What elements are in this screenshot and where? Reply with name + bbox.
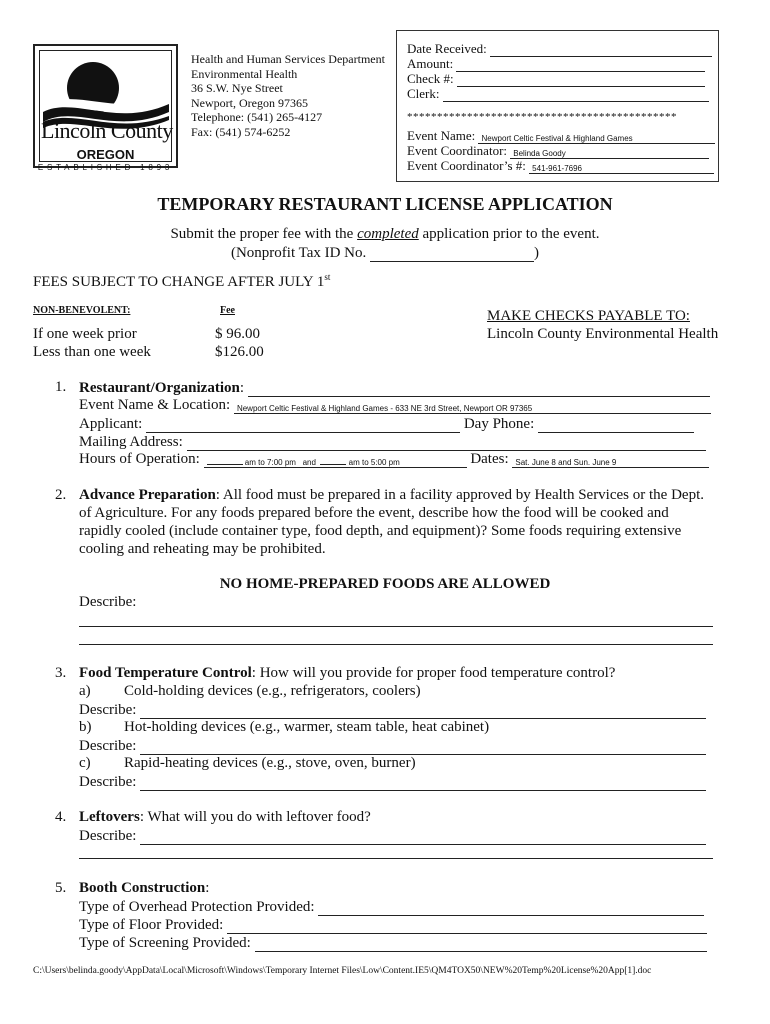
floor-label: Type of Floor Provided: [79,917,224,933]
checks-payee: Lincoln County Environmental Health [487,326,719,342]
event-name-field[interactable]: Newport Celtic Festival & Highland Games [478,134,715,144]
event-name-row [407,128,715,144]
booth-colon: : [205,880,210,896]
clerk-field[interactable] [443,85,709,102]
booth-heading-row [79,880,209,897]
event-location-row [79,397,711,414]
leftovers-question: : What will you do with leftover food? [139,809,371,825]
screening-field[interactable] [255,934,707,952]
dates-label: Dates: [470,451,509,467]
star-divider: ********************************************* [407,111,677,123]
hot-holding-row [79,719,490,736]
leftovers-heading: Leftovers [79,809,140,825]
overhead-field[interactable] [318,898,704,916]
hours-label: Hours of Operation: [79,451,200,467]
fees-heading-sup: st [324,272,331,282]
submit-emphasis: completed [357,226,419,242]
day-phone-label: Day Phone: [463,416,535,432]
advance-prep-line: of Agriculture. For any foods prepared before the event, describe how the food will be cooked and [79,505,669,521]
dept-line: Newport, Oregon 97365 [191,95,308,110]
screening-row [79,934,707,952]
leftovers-answer-line[interactable] [79,858,713,859]
form-title: TEMPORARY RESTAURANT LICENSE APPLICATION [157,194,613,214]
describe-label: Describe: [79,828,137,844]
describe-label: Describe: [79,738,137,754]
leftovers-row [79,809,371,826]
dates-field[interactable]: Sat. June 8 and Sun. June 9 [512,458,709,468]
clerk-label: Clerk: [407,86,440,101]
describe-label: Describe: [79,702,137,718]
dept-line: Health and Human Services Department [191,52,385,66]
advance-prep-describe-label: Describe: [79,594,137,610]
temp-control-question: : How will you provide for proper food temperature control? [251,665,616,681]
applicant-field[interactable] [146,415,460,433]
hours-and: and [302,458,316,467]
fee-row-label: If one week prior [33,326,137,342]
coordinator-phone-label: Event Coordinator’s #: [407,158,526,173]
advance-prep-heading: Advance Preparation [79,487,216,503]
floor-field[interactable] [227,916,707,934]
fee-row-label: Less than one week [33,344,151,360]
dept-line: Fax: (541) 574-6252 [191,124,291,139]
describe-label: Describe: [79,774,137,790]
file-path-footer: C:\Users\belinda.goody\AppData\Local\Microsoft\Windows\Temporary Internet Files\Low\Content.IE5\QM4TOX50\NEW%20Temp%20License%20App[1].doc [33,966,652,976]
fees-heading-text: FEES SUBJECT TO CHANGE AFTER JULY 1 [33,274,325,290]
item-a-letter: a) [79,683,91,699]
logo-state: OREGON [76,147,135,162]
applicant-row [79,415,694,433]
nonprofit-row [0,244,770,262]
hours-from: am to 7:00 pm [244,458,296,467]
org-row [79,379,710,397]
mailing-label: Mailing Address: [79,434,183,450]
dept-line: 36 S.W. Nye Street [191,81,283,95]
event-name-label: Event Name: [407,128,476,143]
office-use-box [396,30,719,182]
fee-row-value: $ 96.00 [215,326,260,342]
section-5-number: 5. [55,880,67,896]
dept-line: Environmental Health [191,66,298,81]
leftovers-describe-field[interactable] [140,827,706,845]
screening-label: Type of Screening Provided: [79,935,251,951]
rapid-heating-describe-field[interactable] [140,773,706,791]
advance-prep-line: cooling and reheating may be prohibited. [79,541,326,557]
booth-heading: Booth Construction [79,880,206,896]
nonprofit-close: ) [534,245,540,261]
floor-row [79,916,707,934]
advance-prep-answer-line[interactable] [79,626,713,627]
rapid-heating-row [79,755,416,772]
item-c-letter: c) [79,755,91,771]
fee-col-fee: Fee [220,305,235,316]
coordinator-field[interactable]: Belinda Goody [510,149,709,159]
overhead-row [79,898,704,916]
fee-row-value: $126.00 [215,344,264,360]
day-phone-field[interactable] [538,415,694,433]
event-location-field[interactable]: Newport Celtic Festival & Highland Games - 633 NE 3rd Street, Newport OR 97365 [234,404,711,414]
section-3-number: 3. [55,665,67,681]
cold-holding-describe-row [79,701,706,719]
section-2-number: 2. [55,487,67,503]
temp-control-row [79,665,615,682]
section-1-number: 1. [55,379,67,395]
org-field[interactable] [248,379,710,397]
date-received-label: Date Received: [407,41,487,56]
hot-holding-describe-field[interactable] [140,737,706,755]
mailing-row [79,433,706,451]
department-address [191,52,385,139]
hot-holding-text: Hot-holding devices (e.g., warmer, steam table, heat cabinet) [124,719,490,735]
lincoln-county-logo [33,44,178,172]
org-label: Restaurant/Organization [79,380,240,396]
coordinator-phone-field[interactable]: 541-961-7696 [529,164,714,174]
submit-pre: Submit the proper fee with the [170,226,358,242]
hours-row [79,451,709,468]
org-colon: : [239,380,244,396]
submit-instruction [0,226,770,243]
coordinator-row [407,143,709,159]
mailing-field[interactable] [187,433,706,451]
advance-prep-answer-line[interactable] [79,644,713,645]
item-b-letter: b) [79,719,92,735]
hours-field[interactable] [204,458,467,468]
coordinator-phone-row [407,158,714,174]
dept-line: Telephone: (541) 265-4127 [191,110,323,124]
advance-prep-text: : All food must be prepared in a facility approved by Health Services or the Dept. [215,487,704,503]
advance-prep-line-1 [79,487,704,504]
cold-holding-row [79,683,421,700]
check-label: Check #: [407,71,454,86]
fees-heading [33,272,330,291]
logo-county-name: Lincoln County [41,118,173,143]
nonprofit-label: (Nonprofit Tax ID No. [230,245,367,261]
section-4-number: 4. [55,809,67,825]
leftovers-describe-row [79,827,706,845]
fee-col-category: NON-BENEVOLENT: [33,305,131,316]
hot-holding-describe-row [79,737,706,755]
cold-holding-describe-field[interactable] [140,701,706,719]
event-location-label: Event Name & Location: [79,397,231,413]
overhead-label: Type of Overhead Protection Provided: [79,899,315,915]
checks-payable-label: MAKE CHECKS PAYABLE TO: [487,308,690,324]
applicant-label: Applicant: [79,416,143,432]
advance-prep-line: rapidly cooled (include container type, food depth, and equipment)? Some foods requiring extensive [79,523,682,539]
cold-holding-text: Cold-holding devices (e.g., refrigerators, coolers) [124,683,421,699]
hours-to: am to 5:00 pm [348,458,400,467]
logo-established: ESTABLISHED 1893 [37,163,174,172]
amount-label: Amount: [407,56,454,71]
rapid-heating-describe-row [79,773,706,791]
submit-post: application prior to the event. [418,226,600,242]
coordinator-label: Event Coordinator: [407,143,508,158]
clerk-row [407,85,709,102]
no-home-prepared-notice: NO HOME-PREPARED FOODS ARE ALLOWED [219,576,551,592]
temp-control-heading: Food Temperature Control [79,665,252,681]
rapid-heating-text: Rapid-heating devices (e.g., stove, oven, burner) [124,755,416,771]
nonprofit-tax-id-field[interactable] [370,244,534,262]
